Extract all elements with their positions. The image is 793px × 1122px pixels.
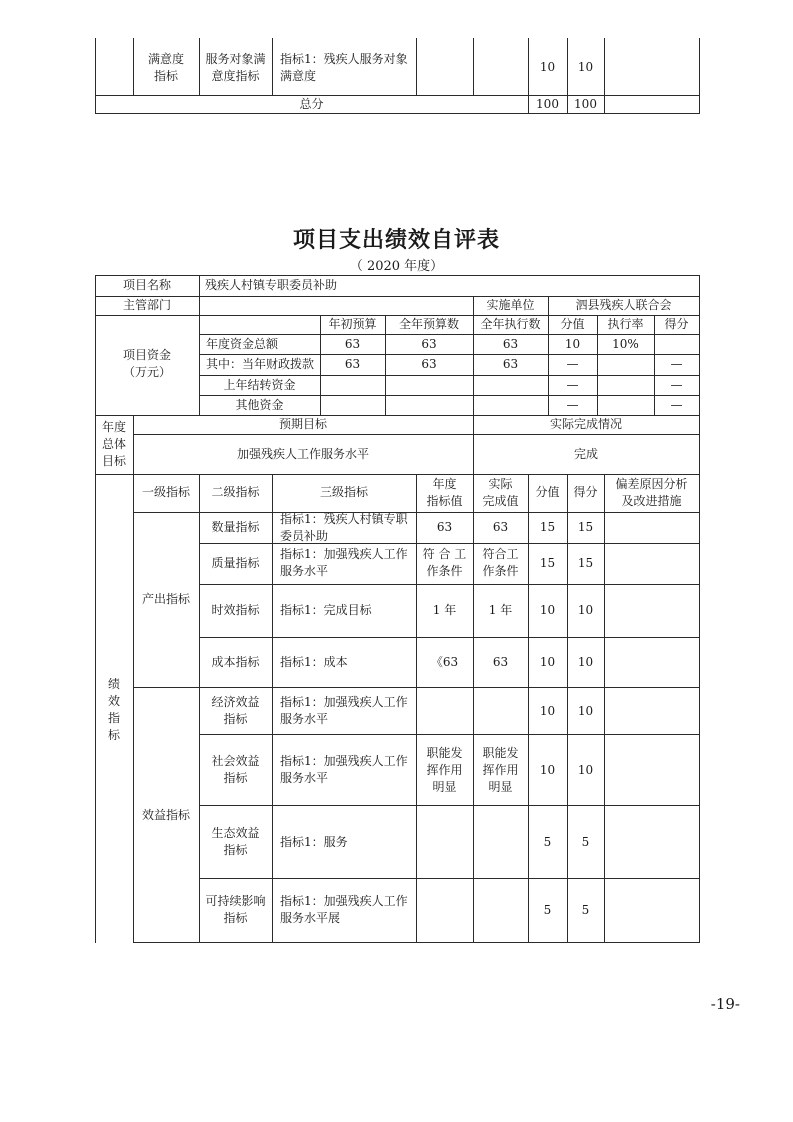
goals-expected-header: 预期目标 <box>278 417 327 431</box>
perf-value: 10 <box>539 655 556 669</box>
funds-cell: 63 <box>344 357 361 371</box>
total-value: 100 <box>536 97 559 111</box>
goals-expected: 加强残疾人工作服务水平 <box>236 447 369 461</box>
perf-target: 符 合 工 作条件 <box>422 547 467 578</box>
project-name: 残疾人村镇专职委员补助 <box>205 278 338 292</box>
funds-cell: — <box>670 378 683 392</box>
funds-cell: 63 <box>421 337 437 351</box>
top-score-value: 10 <box>539 60 556 74</box>
perf-header-note: 偏差原因分析 及改进措施 <box>615 477 688 508</box>
perf-value: 10 <box>539 704 556 718</box>
perf-header-value: 分值 <box>535 485 560 499</box>
perf-header-score: 得分 <box>573 485 598 499</box>
perf-level2: 质量指标 <box>211 556 260 570</box>
perf-target: 63 <box>436 520 453 534</box>
perf-level3: 指标1：残疾人村镇专职 委员补助 <box>280 512 408 543</box>
perf-level2: 数量指标 <box>211 520 260 534</box>
perf-header-level2: 二级指标 <box>211 485 260 499</box>
top-category: 满意度 指标 <box>147 52 184 83</box>
perf-actual: 职能发 挥作用 明显 <box>482 746 519 794</box>
perf-score: 10 <box>577 704 594 718</box>
funds-header-annual: 全年预算数 <box>398 317 459 331</box>
perf-score: 15 <box>577 556 594 570</box>
total-score: 100 <box>574 97 597 111</box>
top-indicator: 指标1：残疾人服务对象 满意度 <box>280 52 408 83</box>
funds-row-label: 其中：当年财政拨款 <box>206 357 315 371</box>
perf-score: 15 <box>577 520 594 534</box>
top-score: 10 <box>577 60 594 74</box>
perf-target: 职能发 挥作用 明显 <box>426 746 463 794</box>
funds-cell: 63 <box>421 357 437 371</box>
perf-value: 15 <box>539 520 556 534</box>
impl-unit-label: 实施单位 <box>486 298 535 312</box>
perf-score: 5 <box>581 835 590 849</box>
goals-actual: 完成 <box>573 447 598 461</box>
perf-level3: 指标1：加强残疾人工作 服务水平 <box>280 695 408 726</box>
perf-level2: 社会效益 指标 <box>211 754 260 785</box>
perf-level2: 时效指标 <box>211 603 260 617</box>
perf-level3: 指标1：服务 <box>280 835 348 849</box>
top-sub-category: 服务对象满 意度指标 <box>205 52 266 83</box>
perf-score: 10 <box>577 655 594 669</box>
perf-actual: 63 <box>492 655 509 669</box>
page-subtitle: （ 2020 年度） <box>349 259 444 274</box>
perf-actual: 1 年 <box>488 603 513 617</box>
page-title: 项目支出绩效自评表 <box>292 228 500 253</box>
perf-target: 《63 <box>430 655 459 669</box>
perf-value: 10 <box>539 603 556 617</box>
funds-header-rate: 执行率 <box>607 317 644 331</box>
funds-row-label: 年度资金总额 <box>206 337 279 351</box>
goals-actual-header: 实际完成情况 <box>549 417 622 431</box>
perf-value: 5 <box>543 903 552 917</box>
funds-cell: — <box>566 378 579 392</box>
perf-header-target: 年度 指标值 <box>426 477 463 508</box>
perf-actual: 63 <box>492 520 509 534</box>
perf-header-actual: 实际 完成值 <box>482 477 519 508</box>
project-name-label: 项目名称 <box>122 278 171 292</box>
perf-score: 5 <box>581 903 590 917</box>
perf-level3: 指标1：加强残疾人工作 服务水平展 <box>280 894 408 925</box>
perf-value: 15 <box>539 556 556 570</box>
page-number: -19- <box>710 995 740 1013</box>
perf-header-level3: 三级指标 <box>319 485 368 499</box>
perf-level3: 指标1：完成目标 <box>280 603 372 617</box>
perf-actual: 符合工 作条件 <box>482 547 519 578</box>
perf-level2: 成本指标 <box>211 655 260 669</box>
total-label: 总分 <box>299 97 324 111</box>
funds-cell: — <box>566 398 579 412</box>
impl-unit: 泗县残疾人联合会 <box>575 298 672 312</box>
perf-header-level1: 一级指标 <box>141 485 190 499</box>
funds-cell: — <box>670 398 683 412</box>
performance-label: 绩 效 指 标 <box>107 677 120 742</box>
perf-level2: 生态效益 指标 <box>211 826 260 857</box>
funds-header-value: 分值 <box>560 317 585 331</box>
funds-header-executed: 全年执行数 <box>480 317 541 331</box>
funds-header-score: 得分 <box>664 317 689 331</box>
funds-cell: 10% <box>612 337 639 351</box>
funds-label: 项目资金 （万元） <box>122 348 171 379</box>
perf-score: 10 <box>577 763 594 777</box>
funds-cell: 10 <box>564 337 581 351</box>
perf-level2: 可持续影响 指标 <box>205 894 266 925</box>
funds-cell: 63 <box>344 337 361 351</box>
funds-cell: 63 <box>502 357 519 371</box>
perf-target: 1 年 <box>432 603 457 617</box>
perf-level2: 经济效益 指标 <box>211 695 260 726</box>
perf-score: 10 <box>577 603 594 617</box>
funds-row-label: 其他资金 <box>235 398 284 412</box>
perf-level3: 指标1：加强残疾人工作 服务水平 <box>280 754 408 785</box>
perf-value: 10 <box>539 763 556 777</box>
perf-level1: 产出指标 <box>141 592 190 606</box>
funds-cell: — <box>566 357 579 371</box>
funds-cell: 63 <box>502 337 519 351</box>
funds-cell: — <box>670 357 683 371</box>
funds-header-initial: 年初预算 <box>328 317 377 331</box>
goals-label: 年度 总体 目标 <box>101 420 126 468</box>
perf-level3: 指标1：成本 <box>280 655 348 669</box>
funds-row-label: 上年结转资金 <box>223 378 296 392</box>
dept-label: 主管部门 <box>122 298 171 312</box>
perf-level1: 效益指标 <box>141 808 190 822</box>
perf-level3: 指标1：加强残疾人工作 服务水平 <box>280 547 408 578</box>
perf-value: 5 <box>543 835 552 849</box>
